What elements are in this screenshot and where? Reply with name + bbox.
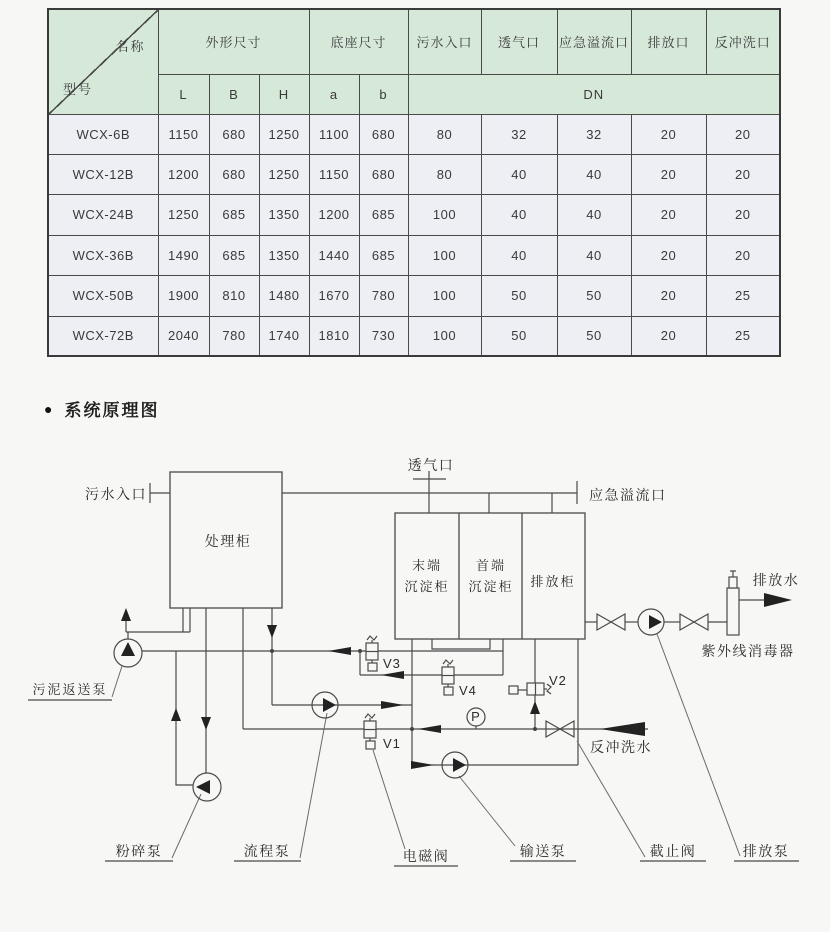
cell-B: 680	[209, 114, 259, 154]
subheader-a: a	[309, 74, 359, 114]
header-base-dims: 底座尺寸	[309, 9, 408, 74]
vent-label: 透气口	[407, 457, 455, 473]
valve-v4-icon	[442, 660, 454, 695]
discharge-water-label: 排放水	[752, 572, 800, 588]
corner-label-model: 型号	[63, 81, 94, 97]
header-overflow: 应急溢流口	[557, 9, 631, 74]
valve-v3-label: V3	[383, 656, 401, 671]
cell-B: 685	[209, 194, 259, 235]
cell-a: 1200	[309, 194, 359, 235]
sewage-inlet-label: 污水入口	[85, 486, 147, 502]
junction-nodes	[270, 649, 537, 731]
cell-b: 685	[359, 194, 408, 235]
cell-b: 730	[359, 316, 408, 356]
cell-backwash: 20	[706, 114, 780, 154]
cell-b: 680	[359, 114, 408, 154]
cell-b: 685	[359, 235, 408, 275]
cell-b: 780	[359, 275, 408, 316]
cell-backwash: 25	[706, 316, 780, 356]
pressure-gauge-label: P	[471, 709, 481, 724]
pressure-gauge-icon	[467, 708, 485, 729]
cell-drain: 20	[631, 275, 706, 316]
cell-inlet: 80	[408, 154, 481, 194]
piping-lines	[28, 471, 799, 866]
cell-drain: 20	[631, 114, 706, 154]
stop-valve-icon	[597, 614, 611, 630]
subheader-H: H	[259, 74, 309, 114]
cell-inlet: 100	[408, 235, 481, 275]
gate-valve-icons	[546, 614, 708, 737]
valve-v3-icon	[366, 636, 378, 671]
subheader-L: L	[158, 74, 209, 114]
cell-a: 1150	[309, 154, 359, 194]
cell-vent: 32	[481, 114, 557, 154]
cell-inlet: 80	[408, 114, 481, 154]
cell-a: 1440	[309, 235, 359, 275]
cell-model: WCX-6B	[48, 114, 158, 154]
cell-backwash: 20	[706, 194, 780, 235]
cell-overflow: 50	[557, 316, 631, 356]
sludge-return-pump-label: 污泥返送泵	[32, 682, 108, 697]
cell-vent: 50	[481, 316, 557, 356]
discharge-cabinet-label: 排放柜	[530, 574, 576, 589]
cell-B: 685	[209, 235, 259, 275]
cell-inlet: 100	[408, 316, 481, 356]
cell-a: 1670	[309, 275, 359, 316]
corner-label-name: 名称	[115, 39, 146, 54]
cell-vent: 40	[481, 235, 557, 275]
crushing-pump-label: 粉碎泵	[115, 843, 163, 859]
process-pump-label: 流程泵	[243, 843, 291, 859]
cell-H: 1250	[259, 154, 309, 194]
cell-H: 1480	[259, 275, 309, 316]
stop-valve-label: 截止阀	[649, 843, 697, 859]
cell-b: 680	[359, 154, 408, 194]
header-backwash: 反冲洗口	[706, 9, 780, 74]
overflow-label: 应急溢流口	[589, 487, 667, 503]
cell-L: 1150	[158, 114, 209, 154]
cell-L: 1490	[158, 235, 209, 275]
solenoid-valve-label: 电磁阀	[402, 848, 450, 864]
cell-drain: 20	[631, 194, 706, 235]
header-vent: 透气口	[481, 9, 557, 74]
cell-L: 1250	[158, 194, 209, 235]
cell-L: 1200	[158, 154, 209, 194]
end-settling-label: 沉淀柜	[404, 579, 450, 594]
head-settling-label: 沉淀柜	[468, 579, 514, 594]
cell-backwash: 25	[706, 275, 780, 316]
cell-H: 1250	[259, 114, 309, 154]
header-outline-dims: 外形尺寸	[158, 9, 309, 74]
cell-vent: 40	[481, 194, 557, 235]
cell-overflow: 32	[557, 114, 631, 154]
cell-H: 1350	[259, 194, 309, 235]
cell-overflow: 50	[557, 275, 631, 316]
cell-inlet: 100	[408, 275, 481, 316]
cell-drain: 20	[631, 235, 706, 275]
cell-a: 1100	[309, 114, 359, 154]
cell-overflow: 40	[557, 154, 631, 194]
cell-model: WCX-72B	[48, 316, 158, 356]
valve-v1-label: V1	[383, 736, 401, 751]
cell-backwash: 20	[706, 235, 780, 275]
subheader-dn: DN	[408, 74, 780, 114]
cell-drain: 20	[631, 154, 706, 194]
valve-v1-icon	[364, 714, 376, 749]
cell-overflow: 40	[557, 194, 631, 235]
transfer-pump-label: 输送泵	[519, 843, 567, 859]
cell-model: WCX-24B	[48, 194, 158, 235]
section-title-text: 系统原理图	[64, 401, 160, 420]
cell-L: 1900	[158, 275, 209, 316]
valve-v2-icon	[509, 683, 551, 695]
cell-B: 810	[209, 275, 259, 316]
cell-inlet: 100	[408, 194, 481, 235]
cell-drain: 20	[631, 316, 706, 356]
flow-arrows	[121, 593, 792, 769]
cell-vent: 50	[481, 275, 557, 316]
valve-v4-label: V4	[459, 683, 477, 698]
valve-v2-label: V2	[549, 673, 567, 688]
cell-L: 2040	[158, 316, 209, 356]
header-sewage-inlet: 污水入口	[408, 9, 481, 74]
cell-vent: 40	[481, 154, 557, 194]
cell-model: WCX-36B	[48, 235, 158, 275]
cell-B: 780	[209, 316, 259, 356]
end-settling-label: 末端	[411, 558, 443, 573]
stop-valve-icon	[680, 614, 694, 630]
head-settling-label: 首端	[475, 558, 507, 573]
cell-a: 1810	[309, 316, 359, 356]
cell-overflow: 40	[557, 235, 631, 275]
cell-H: 1740	[259, 316, 309, 356]
solenoid-valve-icons	[364, 636, 551, 749]
treatment-cabinet-label: 处理柜	[204, 533, 252, 549]
cell-backwash: 20	[706, 154, 780, 194]
subheader-B: B	[209, 74, 259, 114]
cell-H: 1350	[259, 235, 309, 275]
cell-model: WCX-50B	[48, 275, 158, 316]
bullet-icon: ●	[44, 400, 55, 417]
backwash-water-label: 反冲洗水	[590, 739, 652, 755]
subheader-b: b	[359, 74, 408, 114]
uv-sterilizer-icon	[727, 571, 739, 635]
uv-sterilizer-label: 紫外线消毒器	[701, 643, 795, 659]
cell-model: WCX-12B	[48, 154, 158, 194]
discharge-pump-label: 排放泵	[742, 843, 790, 859]
cell-B: 680	[209, 154, 259, 194]
header-drain: 排放口	[631, 9, 706, 74]
